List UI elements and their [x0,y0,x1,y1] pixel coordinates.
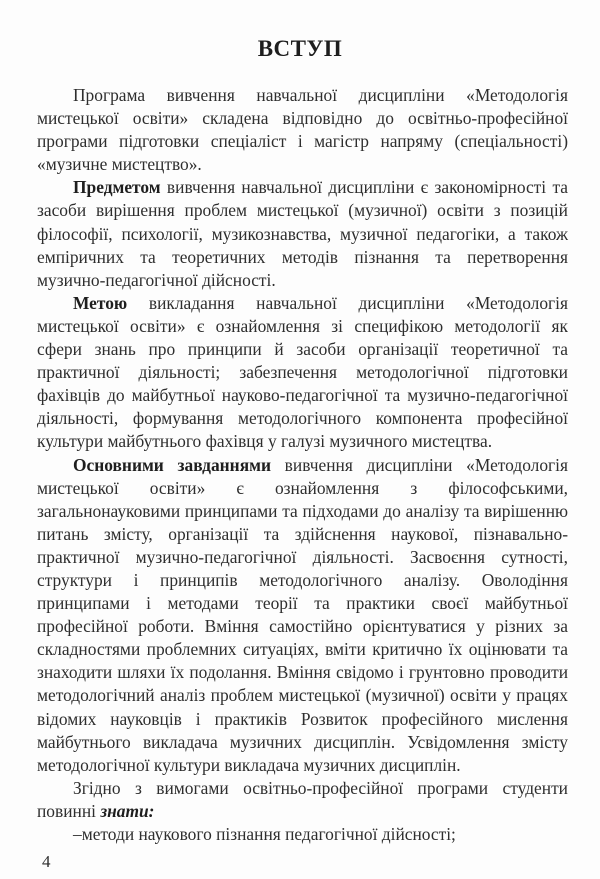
page-number: 4 [42,852,51,871]
body-text [37,84,568,846]
paragraph-lead: Метою [73,292,128,313]
paragraph-goal [37,292,568,454]
paragraph-text: Програма вивчення навчальної дисципліни «Методологія мистецької освіти» складена відповідно до освітньо-професійної програми підготовки спеціаліст і магістр напряму (спеціальності) «музичне мистецтво». [37,85,568,175]
paragraph-lead: Основними завданнями [73,454,271,475]
paragraph-text: Згідно з вимогами освітньо-професійної програми студенти повинні [37,777,568,821]
paragraph-text: вивчення навчальної дисципліни є закономірності та засоби вирішення проблем мистецької (музичної) освіти з позицій філософії, психології, музикознавства, музичної педагогіки, а також емпіричних та теоретичних методів пізнання та перетворення музично-педагогічної дійсності. [37,177,568,290]
paragraph-tasks [37,454,568,777]
list-item: –методи наукового пізнання педагогічної дійсності; [73,824,456,844]
paragraph-requirements [37,777,568,823]
page-title: ВСТУП [257,36,343,61]
paragraph-subject [37,176,568,291]
paragraph-intro [37,84,568,176]
paragraph-text: викладання навчальної дисципліни «Методологія мистецької освіти» є ознайомлення зі специфікою методології як сфери знань про принципи й засоби організації теоретичної та практичної діяльності; забезпечення методологічної підготовки фахівців до майбутньої науково-педагогічної та музично-педагогічної діяльності, формування методологічного компонента професійної культури майбутнього фахівця у галузі музичного мистецтва. [37,292,568,452]
paragraph-lead: Предметом [73,177,161,198]
paragraph-emphasis: знати: [100,800,155,821]
paragraph-text: вивчення дисципліни «Методологія мистецької освіти» є ознайомлення з філософськими, загальнонауковими принципами та підходами до аналізу та вирішенню питань змісту, організації та здійснення наукової, пізнавально-практичної музично-педагогічної діяльності. Засвоєння сутності, структури і принципів методологічного аналізу. Оволодіння принципами і методами теорії та практики своєї майбутньої професійної роботи. Вміння самостійно орієнтуватися у різних за складностями проблемних ситуаціях, вміти критично їх оцінювати та знаходити шляхи їх подолання. Вміння свідомо і грунтовно проводити методологічний аналіз проблем мистецької (музичної) освіти у працях відомих науковців і практиків Розвиток професійного мислення майбутнього викладача музичних дисциплін. Усвідомлення змісту методологічної культури викладача музичних дисциплін. [37,454,569,775]
